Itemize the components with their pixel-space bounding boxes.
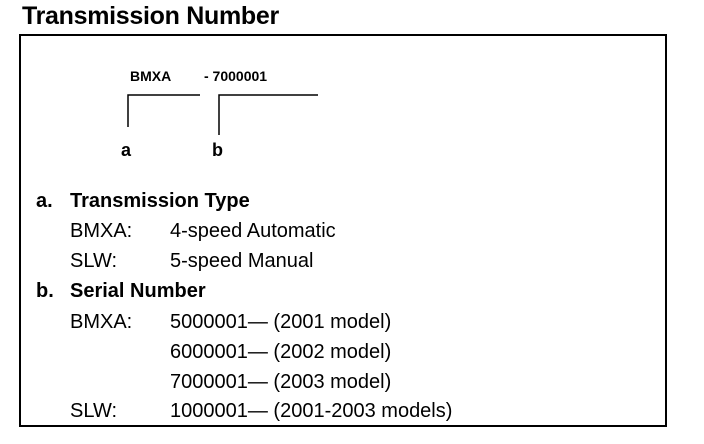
- serial-value: 7000001— (2003 model): [170, 371, 392, 393]
- type-label: BMXA:: [70, 220, 133, 242]
- serial-label: SLW:: [70, 400, 118, 422]
- serial-value: 1000001— (2001-2003 models): [170, 400, 453, 422]
- page-title: Transmission Number: [22, 2, 279, 30]
- code-prefix: BMXA: [130, 68, 172, 84]
- serial-value: 6000001— (2002 model): [170, 341, 392, 363]
- code-serial: - 7000001: [204, 68, 268, 84]
- serial-label: BMXA:: [70, 311, 133, 333]
- callout-letter-b: b: [212, 140, 223, 160]
- callout-line-a: [128, 95, 200, 127]
- serial-value: 5000001— (2001 model): [170, 311, 392, 333]
- callout-line-b: [219, 95, 318, 135]
- callout-letter-a: a: [121, 140, 132, 160]
- section-a-marker: a.: [36, 190, 53, 212]
- section-b-marker: b.: [36, 280, 54, 302]
- section-a-heading: Transmission Type: [70, 190, 250, 212]
- type-label: SLW:: [70, 250, 118, 272]
- type-value: 4-speed Automatic: [170, 220, 336, 242]
- type-value: 5-speed Manual: [170, 250, 314, 272]
- section-b-heading: Serial Number: [70, 280, 206, 302]
